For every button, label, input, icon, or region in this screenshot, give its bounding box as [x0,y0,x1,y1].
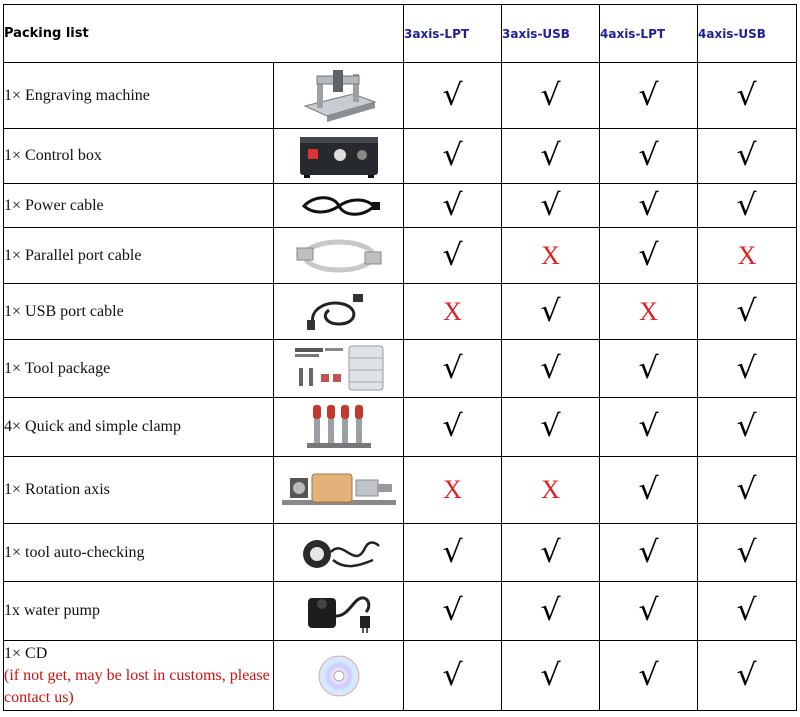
inclusion-cell [404,184,502,228]
item-image-cell [274,641,404,711]
inclusion-cell [600,524,698,582]
check-mark-icon: √ [736,350,758,386]
item-name-cell [4,129,274,184]
item-label: 1× Power cable [4,196,104,214]
item-image-cell [274,582,404,641]
item-image-cell [274,398,404,457]
inclusion-cell [404,457,502,524]
item-image-cell [274,63,404,129]
check-mark-icon: √ [736,593,758,628]
check-mark-icon: √ [442,187,463,223]
item-name-cell [4,284,274,340]
rotation-axis-icon [274,464,403,516]
item-name-cell [4,457,274,524]
header-row [4,5,797,63]
inclusion-cell [502,524,600,582]
check-mark-icon: √ [442,657,463,693]
check-mark-icon: √ [638,77,659,113]
check-mark-icon: √ [540,187,561,223]
item-label: 1x water pump [4,602,100,619]
column-header-4axis-usb: 4axis-USB [698,5,797,63]
check-mark-icon: √ [638,534,659,570]
cross-mark-icon: X [737,240,757,270]
check-mark-icon: √ [638,657,659,693]
check-mark-icon: √ [540,350,561,386]
column-header-3axis-usb: 3axis-USB [502,5,600,63]
item-name-cell [4,398,274,457]
table-title: Packing list [4,5,404,63]
check-mark-icon: √ [638,237,659,273]
inclusion-cell [600,641,698,711]
inclusion-cell [698,129,797,184]
inclusion-cell [600,129,698,184]
check-mark-icon: √ [540,293,561,329]
check-mark-icon: √ [442,409,463,444]
check-mark-icon: √ [540,138,561,173]
inclusion-cell [502,457,600,524]
item-name-cell [4,340,274,398]
check-mark-icon: √ [442,593,463,628]
check-mark-icon: √ [736,293,758,329]
usb-cable-icon [274,290,403,334]
check-mark-icon: √ [638,187,659,223]
inclusion-cell [404,129,502,184]
power-cable-icon [274,191,403,221]
inclusion-cell [698,184,797,228]
table-row [4,641,797,711]
item-label: 4× Quick and simple clamp [4,418,181,435]
tool-checking-sensor-icon [274,530,403,576]
check-mark-icon: √ [442,138,463,173]
inclusion-cell [600,228,698,284]
item-image-cell [274,129,404,184]
inclusion-cell [698,398,797,457]
inclusion-cell [698,457,797,524]
cross-mark-icon: X [639,296,658,326]
table-row [4,398,797,457]
inclusion-cell [502,284,600,340]
inclusion-cell [404,228,502,284]
check-mark-icon: √ [442,77,463,113]
check-mark-icon: √ [736,409,758,444]
item-image-cell [274,228,404,284]
table-row [4,524,797,582]
inclusion-cell [600,284,698,340]
inclusion-cell [502,184,600,228]
inclusion-cell [502,340,600,398]
inclusion-cell [404,284,502,340]
table-row [4,582,797,641]
clamp-icon [274,401,403,453]
check-mark-icon: √ [638,138,659,173]
item-label: 1× Parallel port cable [4,246,142,264]
check-mark-icon: √ [540,534,561,570]
table-row [4,228,797,284]
item-label: 1× Control box [4,147,102,164]
inclusion-cell [502,63,600,129]
inclusion-cell [600,398,698,457]
item-label: 1× USB port cable [4,302,124,320]
inclusion-cell [600,457,698,524]
inclusion-cell [698,641,797,711]
inclusion-cell [698,228,797,284]
check-mark-icon: √ [540,657,561,693]
cd-disc-icon [274,654,403,698]
table-row [4,284,797,340]
item-label: 1× Tool package [4,359,111,377]
packing-list-table [3,4,797,711]
item-name-cell [4,228,274,284]
item-name-cell [4,184,274,228]
check-mark-icon: √ [540,409,561,444]
check-mark-icon: √ [736,657,758,693]
engraving-machine-icon [274,68,403,124]
inclusion-cell [502,398,600,457]
check-mark-icon: √ [442,350,463,386]
check-mark-icon: √ [736,77,758,113]
water-pump-icon [274,586,403,636]
parallel-port-cable-icon [274,234,403,278]
check-mark-icon: √ [736,138,758,173]
check-mark-icon: √ [442,534,463,570]
item-label: 1× Engraving machine [4,86,150,104]
inclusion-cell [698,524,797,582]
inclusion-cell [698,582,797,641]
item-image-cell [274,340,404,398]
item-label: 1× Rotation axis [4,481,110,498]
inclusion-cell [698,284,797,340]
inclusion-cell [404,641,502,711]
table-row [4,184,797,228]
item-label: 1× tool auto-checking [4,543,145,561]
item-name-cell [4,582,274,641]
cross-mark-icon: X [443,296,462,326]
table-row [4,129,797,184]
check-mark-icon: √ [638,409,659,444]
check-mark-icon: √ [442,237,463,273]
column-header-3axis-lpt: 3axis-LPT [404,5,502,63]
check-mark-icon: √ [638,350,659,386]
inclusion-cell [600,340,698,398]
check-mark-icon: √ [540,77,561,113]
item-name-cell [4,63,274,129]
check-mark-icon: √ [736,534,758,570]
item-image-cell [274,457,404,524]
inclusion-cell [698,340,797,398]
check-mark-icon: √ [736,187,758,223]
item-note: (if not get, may be lost in customs, please contact us) [4,666,270,706]
inclusion-cell [404,582,502,641]
control-box-icon [274,131,403,181]
inclusion-cell [600,184,698,228]
inclusion-cell [600,582,698,641]
inclusion-cell [404,340,502,398]
cross-mark-icon: X [443,475,462,504]
check-mark-icon: √ [638,472,659,507]
check-mark-icon: √ [540,593,561,628]
item-name-cell [4,524,274,582]
inclusion-cell [404,398,502,457]
column-header-4axis-lpt: 4axis-LPT [600,5,698,63]
inclusion-cell [502,641,600,711]
inclusion-cell [600,63,698,129]
inclusion-cell [502,582,600,641]
inclusion-cell [502,228,600,284]
check-mark-icon: √ [736,472,758,507]
table-row [4,63,797,129]
item-image-cell [274,524,404,582]
item-image-cell [274,284,404,340]
tool-package-icon [274,344,403,394]
inclusion-cell [404,524,502,582]
inclusion-cell [698,63,797,129]
table-row [4,457,797,524]
table-row [4,340,797,398]
cross-mark-icon: X [541,240,560,270]
check-mark-icon: √ [638,593,659,628]
inclusion-cell [404,63,502,129]
item-label: 1× CD [4,644,48,662]
cross-mark-icon: X [541,475,560,504]
item-name-cell [4,641,274,711]
packing-list-rows [4,63,797,711]
item-image-cell [274,184,404,228]
inclusion-cell [502,129,600,184]
